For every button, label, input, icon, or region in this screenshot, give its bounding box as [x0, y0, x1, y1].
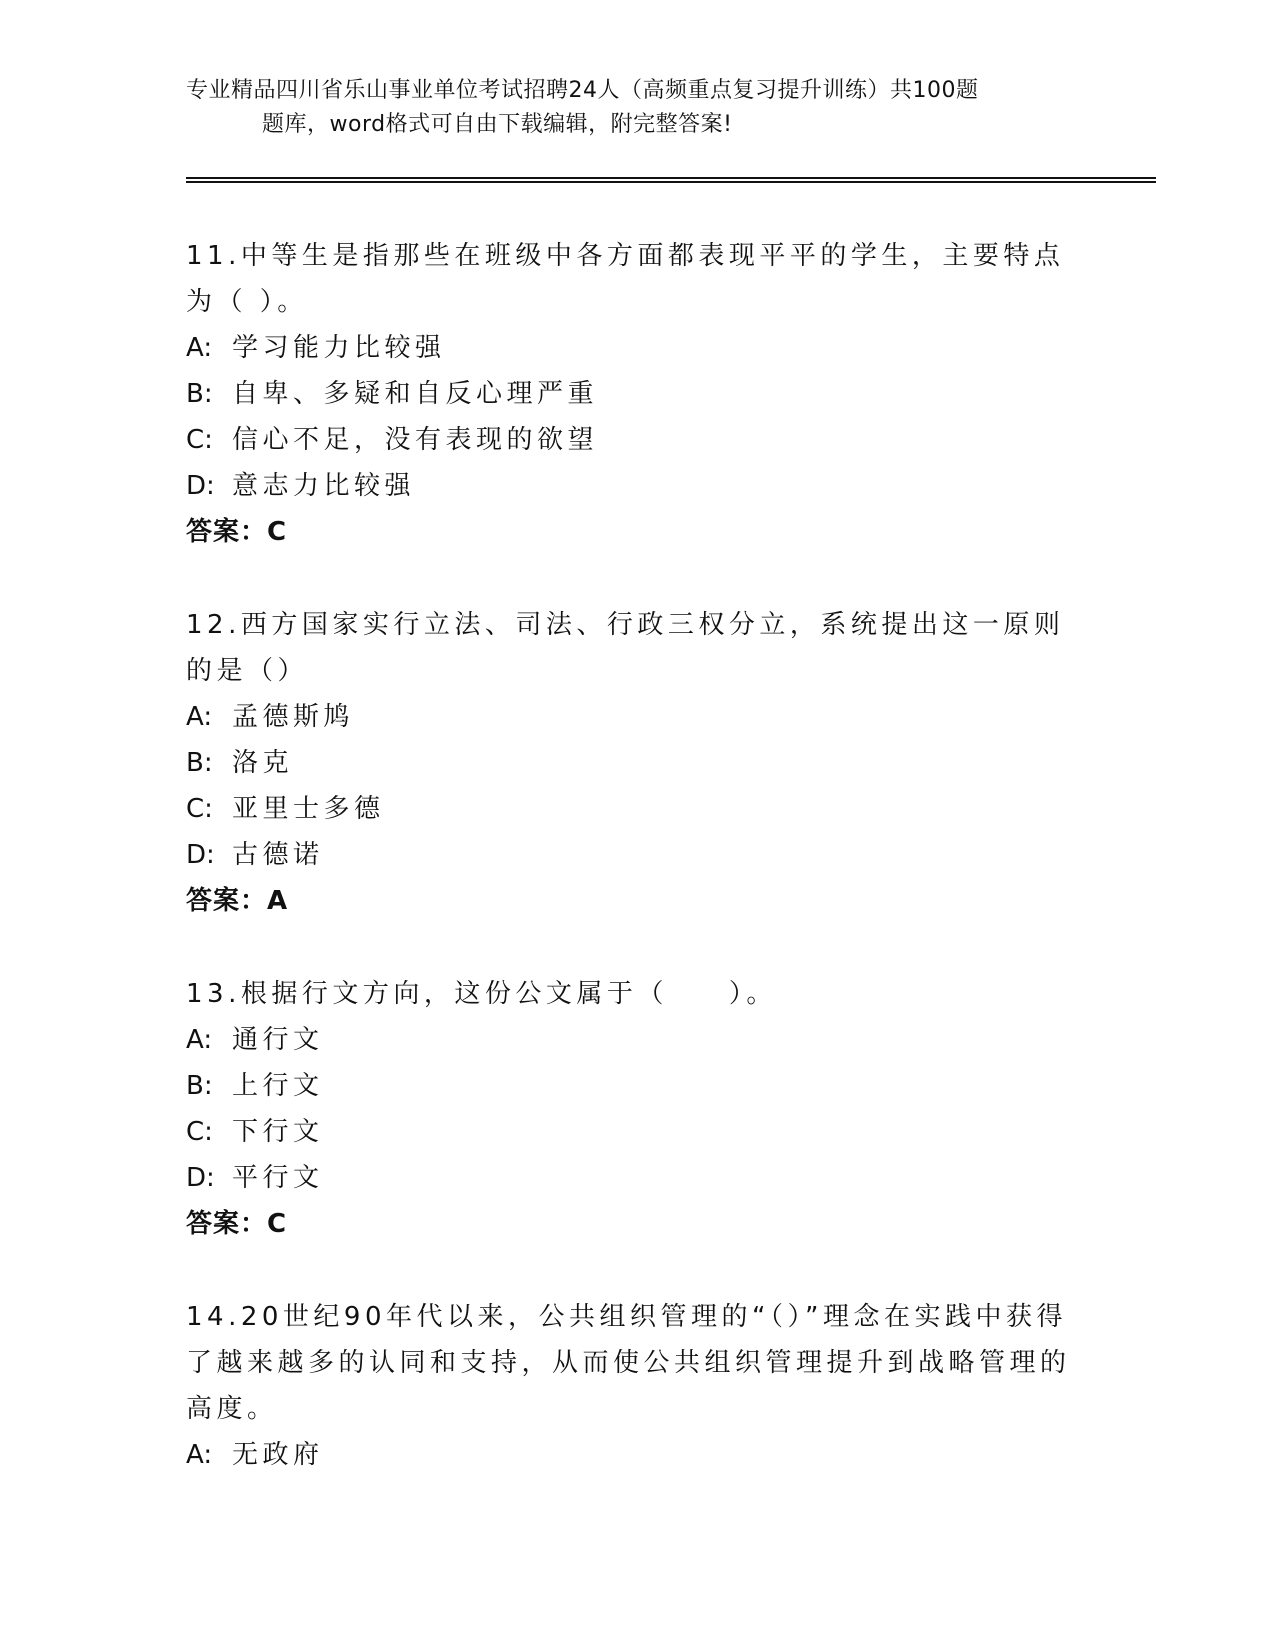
header-title-line2: 题库，word格式可自由下载编辑，附完整答案! [262, 112, 733, 137]
option-text: 信心不足，没有表现的欲望 [232, 425, 599, 455]
option-text: 古德诺 [232, 840, 324, 870]
option-key: D: [186, 471, 215, 501]
option-text: 意志力比较强 [232, 471, 416, 501]
option-d [186, 832, 1086, 878]
option-a [186, 694, 1086, 740]
option-a [186, 325, 1086, 371]
question-list [186, 233, 1086, 1525]
option-text: 无政府 [232, 1440, 324, 1470]
option-key: B: [186, 379, 213, 409]
question-stem: 13.根据行文方向，这份公文属于（ ）。 [186, 979, 777, 1009]
option-text: 亚里士多德 [232, 794, 385, 824]
option-text: 通行文 [232, 1025, 324, 1055]
option-text: 自卑、多疑和自反心理严重 [232, 379, 599, 409]
question-stem: 12.西方国家实行立法、司法、行政三权分立，系统提出这一原则的是（） [186, 610, 1065, 686]
option-text: 洛克 [232, 748, 294, 778]
option-b [186, 371, 1086, 417]
question-stem: 14.20世纪90年代以来，公共组织管理的“（）”理念在实践中获得了越来越多的认同和支持，从而使公共组织管理提升到战略管理的高度。 [186, 1302, 1071, 1424]
question-11 [186, 233, 1086, 555]
option-c [186, 417, 1086, 463]
option-c [186, 786, 1086, 832]
option-a [186, 1432, 1086, 1478]
option-c [186, 1109, 1086, 1155]
question-13 [186, 971, 1086, 1247]
option-a [186, 1017, 1086, 1063]
option-key: A: [186, 702, 213, 732]
header-title-line1: 专业精品四川省乐山事业单位考试招聘24人（高频重点复习提升训练）共100题 [186, 78, 979, 103]
option-text: 下行文 [232, 1117, 324, 1147]
option-b [186, 1063, 1086, 1109]
option-key: C: [186, 794, 213, 824]
option-text: 孟德斯鸠 [232, 702, 355, 732]
option-d [186, 463, 1086, 509]
option-text: 学习能力比较强 [232, 333, 446, 363]
option-key: B: [186, 1071, 213, 1101]
option-key: D: [186, 1163, 215, 1193]
answer-line: 答案：A [186, 886, 289, 916]
option-key: B: [186, 748, 213, 778]
document-header [186, 74, 1086, 142]
question-stem: 11.中等生是指那些在班级中各方面都表现平平的学生，主要特点为（ ）。 [186, 241, 1065, 317]
option-key: A: [186, 1440, 213, 1470]
answer-line: 答案：C [186, 517, 288, 547]
option-key: D: [186, 840, 215, 870]
option-b [186, 740, 1086, 786]
option-key: A: [186, 333, 213, 363]
header-double-rule [186, 177, 1156, 183]
option-key: C: [186, 1117, 213, 1147]
answer-line: 答案：C [186, 1209, 288, 1239]
option-text: 平行文 [232, 1163, 324, 1193]
option-key: A: [186, 1025, 213, 1055]
option-key: C: [186, 425, 213, 455]
option-d [186, 1155, 1086, 1201]
question-14 [186, 1294, 1086, 1478]
question-12 [186, 602, 1086, 924]
option-text: 上行文 [232, 1071, 324, 1101]
